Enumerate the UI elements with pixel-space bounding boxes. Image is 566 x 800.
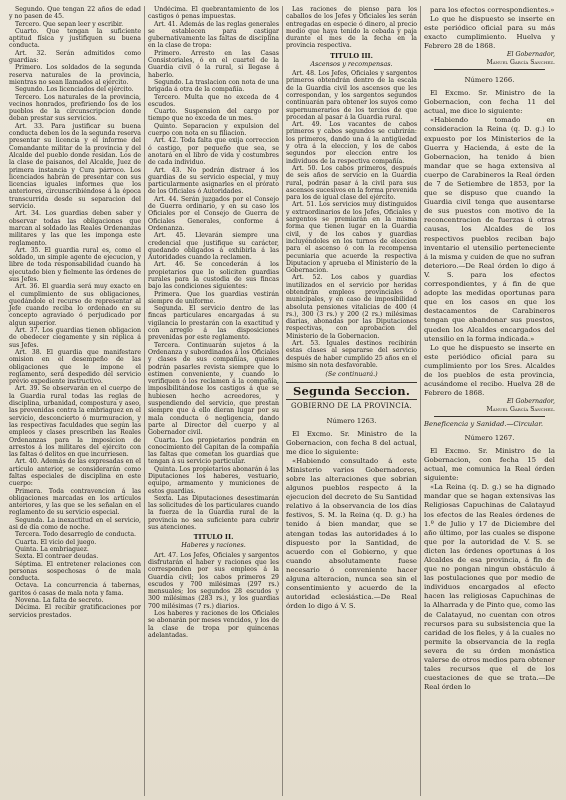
paragraph: El Excmo. Sr. Ministro de la Gobernacion, con fecha 15 del actual, me comunica la Real órden siguiente: [424, 446, 555, 483]
signature-name-2: Manuel García Sanchez. [486, 405, 555, 413]
column-4 [420, 6, 558, 796]
paragraph: El Excmo. Sr. Ministro de la Gobernacion, con fecha 8 del actual, me dice lo siguiente: [286, 429, 417, 456]
paragraph: Segunda. El servicio dentro de las fincas particulares encargadas á su vigilancia lo prestarán con la exactitud y con arreglo á las disposiciones prevenidas por este reglamento. [148, 305, 279, 342]
paragraph: Art. 41. Además de las reglas generales se establecen para castigar gubernativamente las faltas de disciplina en la clase de tropa: [148, 20, 279, 50]
paragraph: Undécima. El quebrantamiento de los castigos ó penas impuestas. [148, 6, 279, 21]
paragraph: Art. 35. El guardia rural es, como el soldado, un simple agente de ejecucion, y libre de toda responsabilidad cuando ha ejecutado bien y fielmente las órdenes de sus Jefes. [9, 246, 141, 283]
paragraph: Primera. Toda contravencion á las obligaciones marcadas en los artículos anteriores, y las que se les señalan en el reglamento de su servicio especial. [9, 487, 141, 517]
paragraph: Tercera. Todo desarreglo de conducta. [15, 531, 137, 539]
paragraph: Art. 43. No podrán distraer á los guardias de su servicio especial, y muy particularmente asignarles en el prórato de los Oficiales ó Autoridades. [148, 166, 279, 196]
paragraph: Art. 50. Los cabos primeros, después de seis años de servicio en la Guardia rural, podrán pasar á la civil para sus ascensos sucesivos en la forma prevenida para los de igual clase del ejército. [286, 164, 417, 202]
paragraph: Art. 49. Los vacantes de cabos primeros y cabos segundos se cubrirán: los primeros, dando una á la antigüedad y otra á la eleccion, y los de cabos segundos por eleccion entre los individuos de la respectiva compañía. [286, 121, 417, 165]
paragraph: Los haberes y raciones de los Oficiales se abonarán por meses vencidos, y los de la clase de tropa por quincenas adelantadas. [148, 610, 279, 639]
paragraph: Art. 32. Serán admitidos como guardias: [9, 49, 141, 65]
paragraph: Art. 36. El guardia será muy exacto en el cumplimiento de sus obligaciones, quedándole el recurso de representar al Jefe cuando reciba lo ordenado en su concepto agraviado ó perjudicado por algun superior. [9, 283, 141, 327]
title-3-subheading: Ascensos y recompensas. [310, 59, 393, 68]
section-heading: Segunda Seccion. [286, 382, 417, 400]
paragraph: Cuarto. Que tengan la suficiente aptitud física y justifiquen su buena conducta. [9, 27, 141, 50]
paragraph: Primera. Que los guardias vestirán siempre de uniforme. [148, 290, 279, 305]
columns [6, 6, 560, 796]
paragraph: Novena. La falta de secreto. [15, 597, 104, 605]
column-2 [144, 6, 282, 796]
paragraph: Lo que he dispuesto se inserte en este periódico oficial para su cumplimiento por los Sres. Alcaldes de los pueblos de esta provincia, acusándome el recibo. Huelva 28 de Febrero de 1868. [424, 343, 555, 398]
signature-name-1: Manuel García Sanchez. [486, 58, 555, 66]
paragraph: Art. 44. Serán juzgados por el Consejo de Guerra ordinario, y en su caso los Oficiales por el Consejo de Guerra de Oficiales Generales, conforme á Ordenanza. [148, 195, 279, 232]
paragraph: Primero. Arresto en las Casas Consistoriales, ó en el cuartel de la Guardia civil ó la rural, si llegase á haberlo. [148, 49, 279, 79]
paragraph: Cuarta. El vicio del juego. [15, 538, 97, 546]
rubric-heading: Beneficencia y Sanidad.—Circular. [424, 419, 544, 428]
paragraph: Segunda. La inexactitud en el servicio, asi de día como de noche. [9, 516, 141, 532]
paragraph: Art. 39. Se observarán en el cuerpo de la Guardia rural todas las reglas de disciplina, urbanidad, compostura y aseo, las prevenidas contra la embriaguez en el servicio, desconcierto ó murmuracion, y las respectivas faculdades que según las empleos y clases prescriben las Reales Ordenanzas para la imposicion de arrestos á los militares del ejército con las faltas ó delitos en que incurriesen. [9, 385, 141, 459]
paragraph: Art. 45. Llevarán siempre una credencial que justifique su carácter, quedando obligados á exhibirla á las Autoridades cuando la reclamen. [148, 232, 279, 262]
paragraph: Art. 52. Los cabos y guardias inutilizados en el servicio por heridas obtendrán empleos provinciales ó municipales, y en caso de imposibilidad absoluta pensiones vitalicias de 400 (4 rs.), 300 (3 rs.) y 200 (2 rs.) milésimas diarias, abonadas por las Diputaciones respectivas, con aprobacion del Ministerio de la Gobernacion. [286, 274, 417, 340]
column-1 [6, 6, 144, 796]
number-1267-heading: Número 1267. [464, 433, 515, 442]
number-1266-heading: Número 1266. [464, 76, 515, 85]
paragraph: Cuarto. Suspension del cargo por tiempo que no exceda de un mes. [148, 108, 279, 123]
paragraph: Art. 40. Además de las expresadas en el artículo anterior, se considerarán como faltas especiales de disciplina en este cuerpo: [9, 458, 141, 488]
paragraph: Séptima. El entretener relaciones con personas sospechosas ó de mala conducta. [9, 560, 141, 583]
paragraph: Quinta. Los propietarios abonarán á las Diputaciones los haberes, vestuario, equipo, armamento y municiones de estos guardias. [148, 465, 279, 495]
signature-label-2: El Gobernador, [506, 398, 555, 406]
paragraph: Tercero. Los naturales de la provincia, vecinos honrados, prefiriendo los de los pueblos de la circunscripcion donde deban prestar sus servicios. [9, 93, 141, 123]
continuation-note: (Se continuará.) [325, 370, 378, 379]
paragraph: Art. 42. Toda falta que exija correccion ó castigo, por pequeño que sea, se anotará en el libro de vida y costumbres de cada individuo. [148, 137, 279, 167]
paragraph: Cuarta. Los propietarios pondrán en conocimiento del Capitan de la compañía las faltas que cometan los guardias que tengan á su servicio particular. [148, 436, 279, 466]
paragraph: Segundo. La traslacion con nota de una brigada á otra de la compañía. [148, 78, 279, 94]
paragraph: Segundo. Que tengan 22 años de edad y no pasen de 45. [9, 6, 141, 21]
title-2-heading: TITULO II. [193, 533, 234, 542]
paragraph: Segundo. Los licenciados del ejército. [15, 86, 134, 94]
paragraph: para los efectos correspondientes.» [430, 6, 555, 14]
column-3 [282, 6, 420, 796]
paragraph: Art. 38. El guardia que manifestare omision en el desempeño de las obligaciones que le impone el reglamento, será despedido del servicio prévio expediente instructivo. [9, 348, 141, 386]
paragraph: Art. 37. Los guardias tienen obligacion de obedecer ciegamente y sin réplica á sus Jefes. [9, 327, 141, 349]
number-1263-heading: Número 1263. [326, 416, 377, 425]
paragraph: «Habiendo tomado en consideracion la Reina (q. D. g.) lo expuesto por los Ministerios de la Guerra y Hacienda, á este de la Gobernacion, ha tenido á bien mandar que se haga extensiva al cuerpo de Carabineros la Real órden de 7 de Setiembre de 1853, por la que se dispuso que cuando la Guardia civil tenga que ausentarse de sus puestos con motivo de la reconcentracion de fuerzas ú otras causas, los Alcaldes de los respectivos pueblos reciban bajo inventario el utensilio perteneciente á la misma y cuiden de que no sufran deterioro.—De Real órden lo digo á V. S. para los efectos correspondientes, y á fin de que adopte las medidas oportunas para que en los casos en que los destacamentos de Carabineros tengan que abandonar sus puestos, queden los Alcaldes encargados del utensilio en la forma indicada.» [424, 116, 555, 343]
paragraph: Art. 33. Para justificar su buena conducta deben los de la segunda reserva presentar su licencia y el informe del Comandante militar de la provincia y del Alcalde del pueblo donde residan. Los de la clase de paisanos, del Alcalde, Juez de primera instancia y Cura párroco. Los licenciados habrán de presentar con sus licencias iguales informes que los anteriores, circunscribiéndose á la época transcurrida desde su separacion del servicio. [9, 122, 141, 211]
paragraph: Décima. El recibir gratificaciones por servicios prestados. [9, 604, 141, 619]
paragraph: Art. 34. Los guardias deben saber y observar todas las obligaciones que marcan al soldado las Reales Ordenanzas militares y las que les imponga este reglamento. [9, 210, 141, 247]
title-2-subheading: Haberes y raciones. [181, 541, 246, 550]
government-heading: GOBIERNO DE LA PROVINCIA. [290, 401, 413, 410]
paragraph: Quinto. Separacion y expulsion del cuerpo con nota en su filiacion. [148, 122, 279, 138]
paragraph: Art. 48. Los Jefes, Oficiales y sargentos primeros obtendrán dentro de la escala de la Guardia civil los ascensos que les correspondan, y los sargentos segundos continuarán para obtener los suyos como supernumerarios de los tercios de que procedan al pasar á la Guardia rural. [286, 70, 417, 121]
paragraph: «La Reina (q. D. g.) se ha dignado mandar que se hagan extensivas las Religiosas Capuchinas de Calatayud los efectos de las Reales órdenes de 1.º de Julio y 17 de Diciembre del año último, por las cuales se dispone que por la autoridad de V. S. se dicten las órdenes oportunas á los Alcaldes de esa provincia, á fin de que no pongan ningun obstáculo á las postulaciones que por medio de individuos encargados al efecto hacen las religiosas Capuchinas de la Alharrada y de Pinto que, como las de Calatayud, no cuentan con otros recursos para su subsistencia que la caridad de los fieles, y á la cuales no permite la observancia de la regla severa de su órden monástica valerse de otros medios para obtener tales recursos que el de los cuestaciones de que se trata.—De Real órden lo [424, 483, 555, 692]
paragraph: Tercero. Multa que no exceda de 4 escudos. [148, 93, 279, 108]
paragraph: Art. 51. Los servicios muy distinguidos y extraordinarios de los Jefes, Oficiales y sargentos se premiarán en la misma forma que tienen lugar en la Guardia civil, y de los cabos y guardias incluyéndoles en los turnos de eleccion para el ascenso ó con la recompensa pecuniaria que acuerde la respectiva Diputacion y aprueba el Ministerio de la Gobernacion. [286, 201, 417, 275]
signature-label-1: El Gobernador, [506, 51, 555, 59]
divider [434, 69, 545, 70]
paragraph: Tercero. Que sepan leer y escribir. [15, 20, 124, 28]
title-3-heading: TITULO III. [330, 51, 373, 60]
paragraph: Sexta. El contraer deudas. [15, 553, 99, 561]
paragraph: El Excmo. Sr. Ministro de la Gobernacion, con fecha 11 del actual, me dice lo siguiente: [424, 89, 555, 116]
paragraph: Las raciones de pienso para los caballos de los Jefes y Oficiales les serán entregadas en especie ó dinero, al precio medio que haya tenido la cebada y paja durante el mes de la fecha en la provincia respectiva. [286, 6, 417, 50]
paragraph: Primero. Los soldados de la segunda reserva naturales de la provincia, mientras no sean llamados al ejército. [9, 64, 141, 86]
paragraph: Quinta. La embriaguez. [15, 545, 89, 553]
paragraph: «Habiendo consultado á este Ministerio varios Gobernadores, sobre las alteraciones que sobrian algunos pueblos respecto á la ejecucion del decreto de Su Santidad relativo á la observancia de los días festivos, S. M. la Reina (q. D. g.) ha tenido á bien mandar, que se atengan todas las autoridades á lo dispuesto por la Santidad, de acuerdo con el Gobierno, y que cuando absolutamente fuese necesario ó conveniente hacer alguna alteracion, nunca sea sin el consentimiento y acuerdo de la autoridad eclesiástica.—De Real órden lo digo á V. S. [286, 456, 417, 611]
paragraph: Art. 46. Se concederán á los propietarios que lo soliciten guardias rurales para la custodia de sus fincas bajo las condiciones siguientes: [148, 261, 279, 291]
paragraph: Tercera. Continuarán sujetos á la Ordenanza y subordinados á los Oficiales y clases de sus compañías, quienes podrán pasarles revista siempre que lo estimen conveniente, y cuando lo verifiquen ó los reclamen á la compañía, imposibilitándose los castigos á que se hubiesen hecho acreedores, y suspendiendo del servicio, que prestan siempre que á ello dieran lugar por su mala conducta ó negligencia, dando parte al Director del cuerpo y al Gobernador civil. [148, 341, 279, 437]
paragraph: Sexta. Las Diputaciones desestimarán las solicitudes de los particulares cuando la fuerza de la Guardia rural de la provincia no sea suficiente para cubrir sus atenciones. [148, 494, 279, 532]
paragraph: Art. 53. Iguales destinos recibirán estas clases al separarse del servicio después de haber cumplido 25 años en el mismo sin nota desfavorable. [286, 340, 417, 369]
paragraph: Art. 47. Los Jefes, Oficiales y sargentos disfrutarán el haber y raciones que les corresponden por sus empleos á la Guardia civil; los cabos primeros 29 escudos y 700 milésimas (297 rs.) mensuales; los segundos 28 escudos y 300 milésimas (283 rs.), y los guardias 700 milésimas (7 rs.) diarios. [148, 551, 279, 610]
paragraph: Octava. La concurrencia á tabernas, garitos ó casas de mala nota y fama. [9, 582, 141, 597]
divider [434, 416, 545, 417]
paragraph: Lo que he dispuesto se inserte en este periódico oficial para su más exacto cumplimiento. Huelva y Febrero 28 de 1868. [424, 15, 555, 51]
